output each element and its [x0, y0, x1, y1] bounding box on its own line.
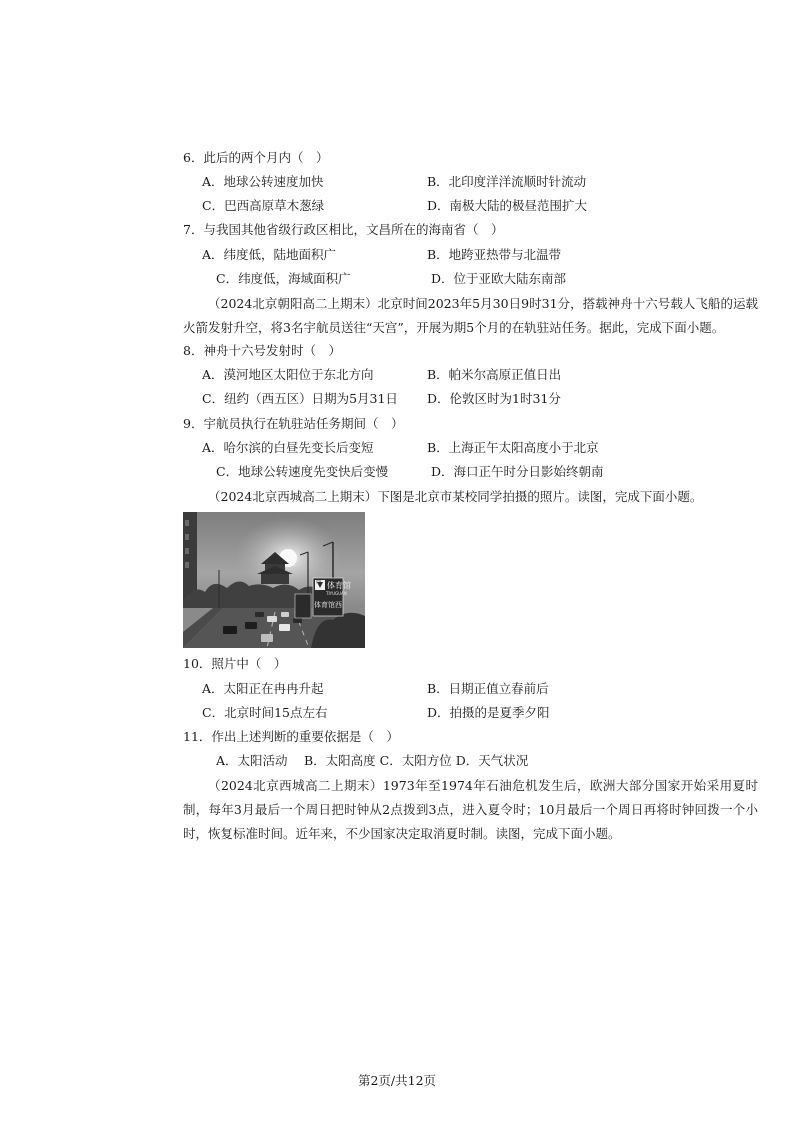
question-8-option-c: C．纽约（西五区）日期为5月31日	[202, 391, 398, 406]
question-11-stem: 11．作出上述判断的重要依据是（ ）	[183, 729, 399, 744]
question-6-option-d: D．南极大陆的极昼范围扩大	[427, 198, 588, 213]
question-10-option-b: B．日期正值立春前后	[427, 681, 549, 696]
question-10-option-d: D．拍摄的是夏季夕阳	[427, 705, 550, 720]
question-8-option-b: B．帕米尔高原正值日出	[427, 367, 562, 382]
question-10-option-a: A．太阳正在冉冉升起	[202, 681, 324, 696]
question-7-option-b: B．地跨亚热带与北温带	[427, 247, 562, 262]
question-7-option-a: A．纬度低，陆地面积广	[202, 247, 337, 262]
question-9-option-a: A．哈尔滨的白昼先变长后变短	[202, 440, 374, 455]
question-10-stem: 10．照片中（ ）	[183, 656, 287, 671]
question-6-option-b: B．北印度洋洋流顺时针流动	[427, 174, 587, 189]
question-9-option-d: D．海口正午时分日影始终朝南	[431, 464, 604, 479]
question-9-option-b: B．上海正午太阳高度小于北京	[427, 440, 599, 455]
question-7-stem: 7．与我国其他省级行政区相比，文昌所在的海南省（ ）	[183, 222, 504, 237]
question-6-option-a: A．地球公转速度加快	[202, 174, 324, 189]
page-number: 第2页/共12页	[357, 1073, 437, 1088]
sign-top-label: 西	[316, 579, 322, 585]
question-6-option-c: C．巴西高原草木葱绿	[202, 198, 325, 213]
question-9-option-c: C．地球公转速度先变快后变慢	[216, 464, 389, 479]
passage-intro-photo: （2024北京西城高二上期末）下图是北京市某校同学拍摄的照片。读图，完成下面小题。	[208, 489, 703, 504]
question-10-option-c: C．北京时间15点左右	[202, 705, 328, 720]
passage-intro-daylight-saving: （2024北京西城高二上期末）1973年至1974年石油危机发生后，欧洲大部分国家开始采用夏时制，每年3月最后一个周日把时钟从2点拨到3点，进入夏令时；10月最后一个周日再将时钟回拨一个小时，恢复标准时间。近年来，不少国家决定取消夏时制。读图，完成下面小题。	[183, 778, 758, 841]
sign-pinyin-label: TIYUGUAN	[326, 591, 347, 596]
question-9-stem: 9．宇航员执行在轨驻站任务期间（ ）	[183, 416, 404, 431]
question-8-option-d: D．伦敦区时为1时31分	[427, 391, 561, 406]
question-8-option-a: A．漠河地区太阳位于东北方向	[202, 367, 374, 382]
question-8-stem: 8．神舟十六号发射时（ ）	[183, 343, 341, 358]
question-7-option-c: C．纬度低，海域面积广	[216, 271, 351, 286]
street-sunset-photo	[183, 512, 365, 648]
sign-sub-label: 体育馆西	[314, 601, 342, 609]
question-7-option-d: D．位于亚欧大陆东南部	[431, 271, 567, 286]
sign-main-label: 体育馆	[327, 581, 351, 590]
passage-intro-shenzhou: （2024北京朝阳高二上期末）北京时间2023年5月30日9时31分，搭载神舟十六号载人飞船的运载火箭发射升空，将3名宇航员送往“天宫”，开展为期5个月的在轨驻站任务。据此，完成下面小题。	[183, 296, 758, 335]
question-11-options: A．太阳活动 B．太阳高度 C．太阳方位 D．天气状况	[216, 753, 529, 768]
question-6-stem: 6．此后的两个月内（ ）	[183, 150, 329, 165]
